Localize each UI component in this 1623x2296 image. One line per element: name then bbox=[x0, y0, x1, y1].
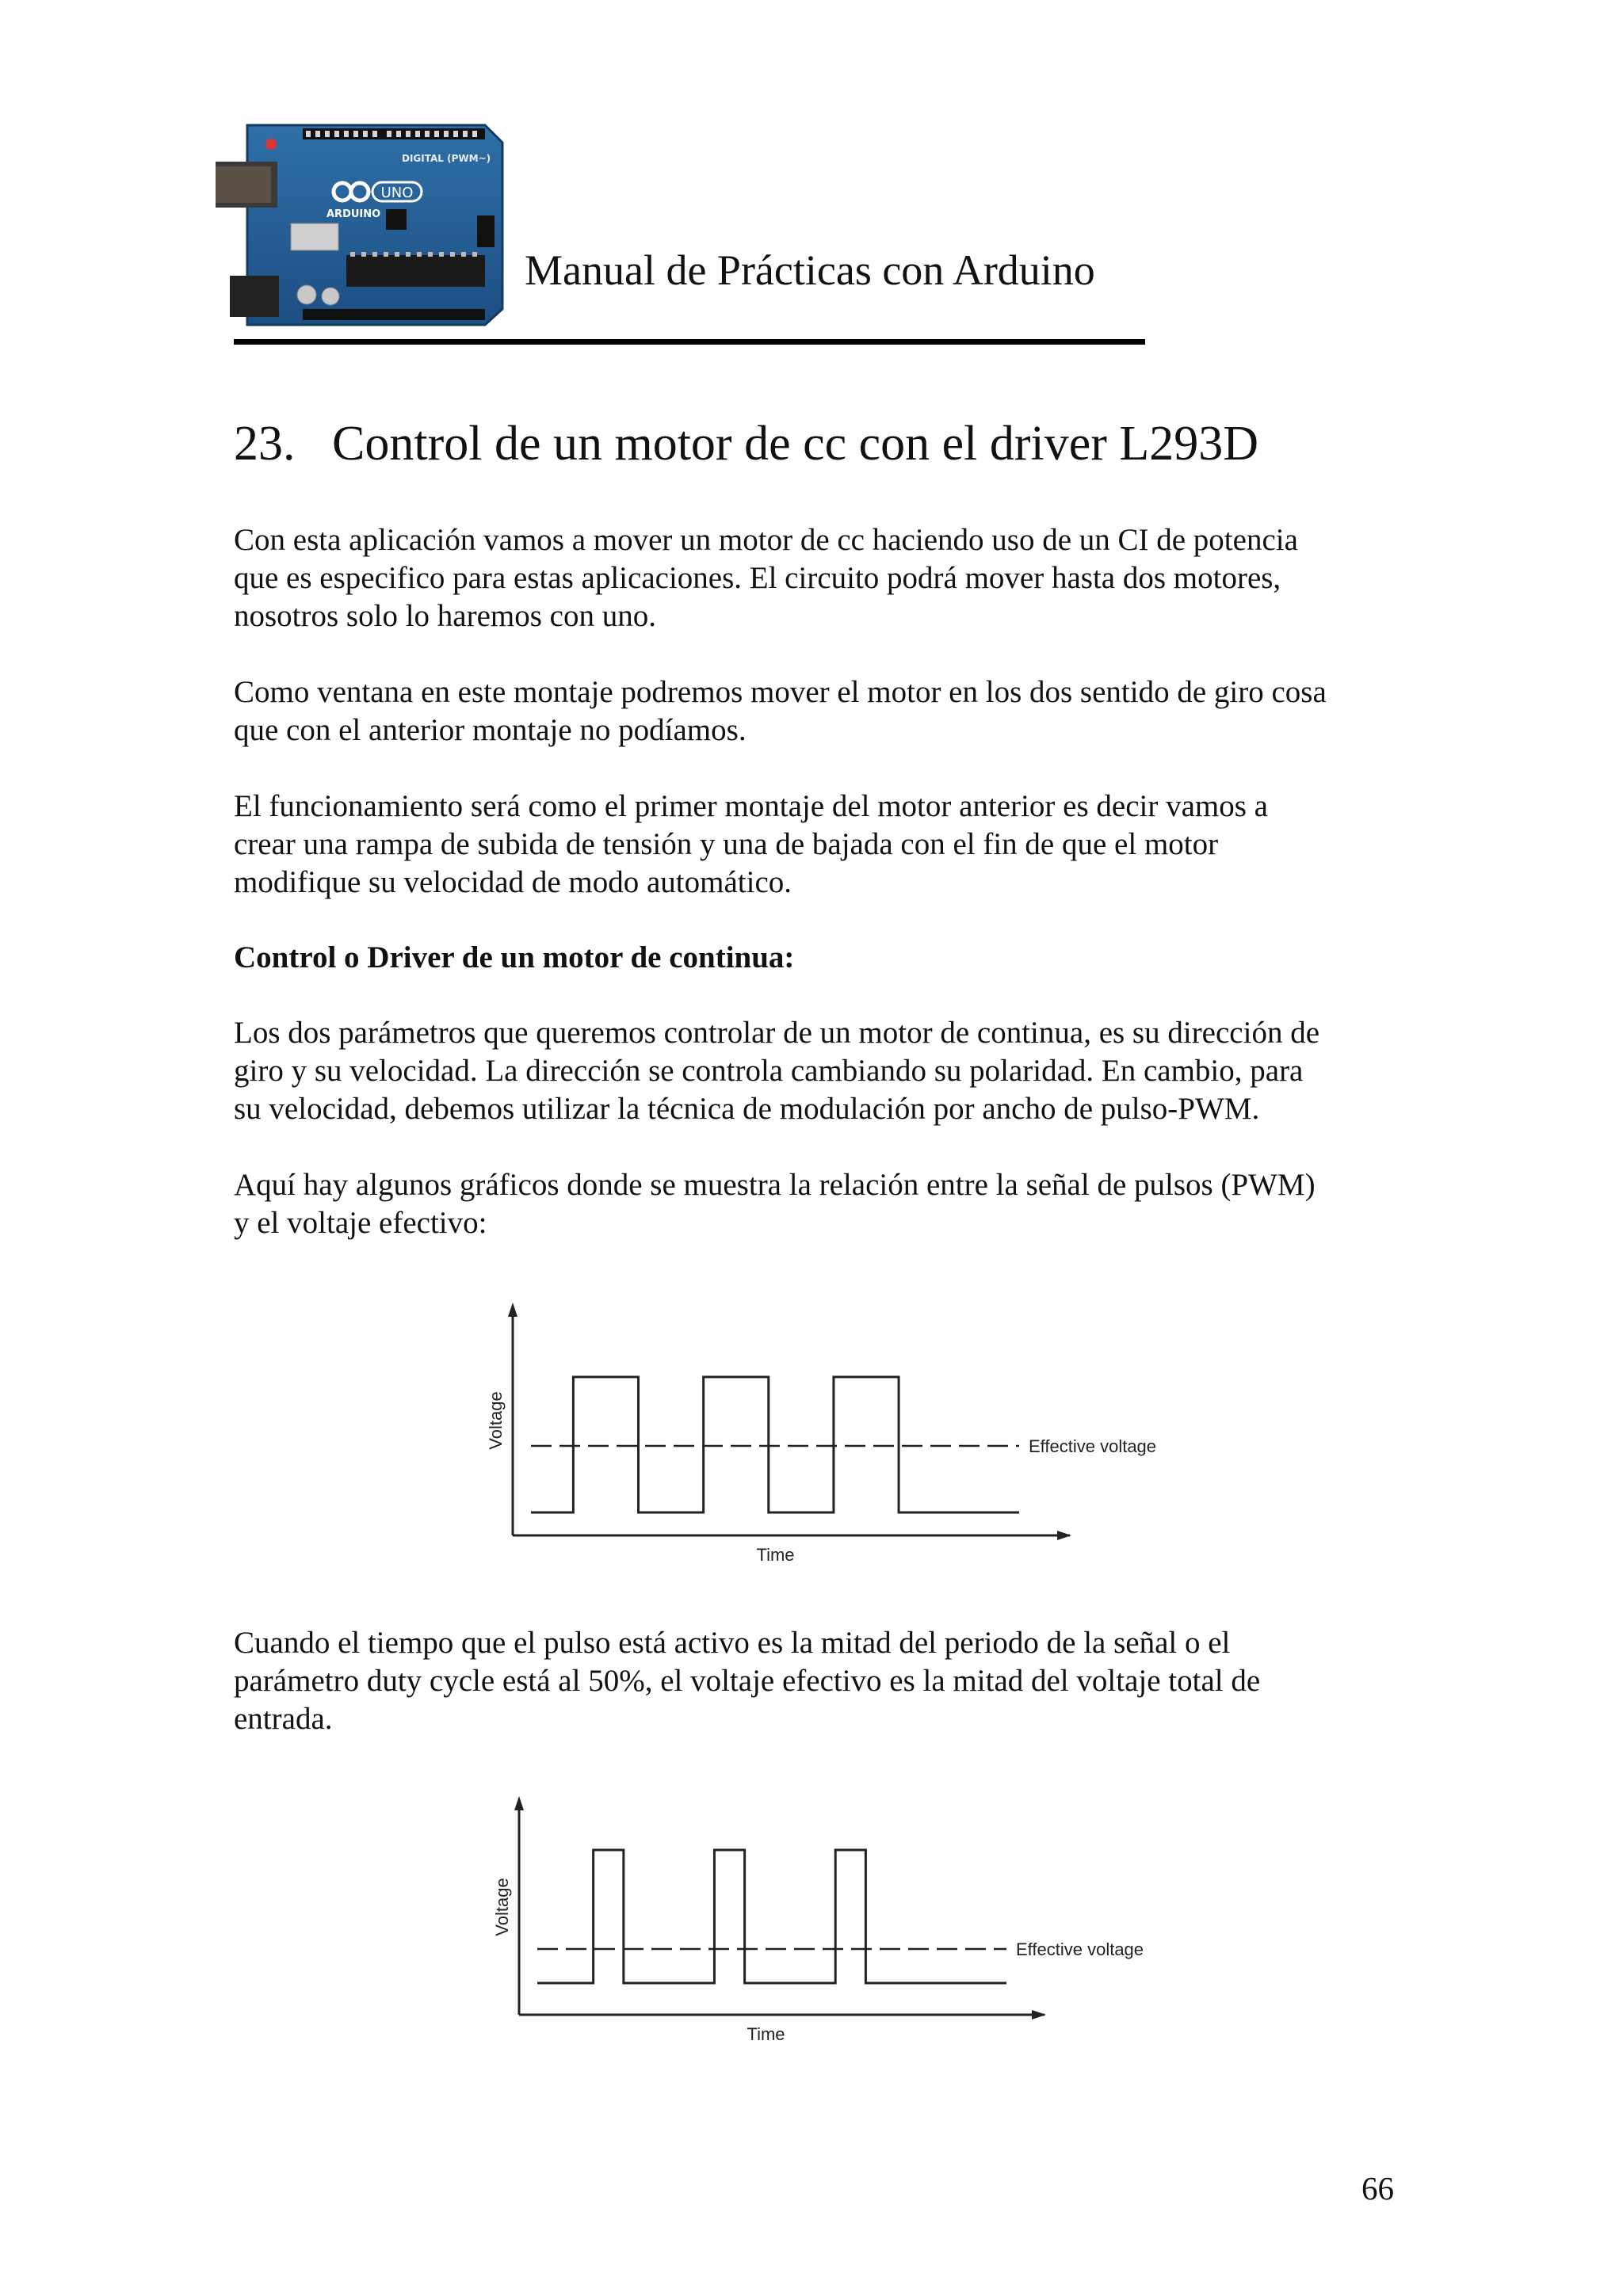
svg-text:DIGITAL (PWM~): DIGITAL (PWM~) bbox=[402, 153, 491, 164]
pwm-figure-25 bbox=[475, 1787, 1173, 2056]
pwm-signal bbox=[531, 1377, 1019, 1512]
paragraph-2: Como ventana en este montaje podremos mover el motor en los dos sentido de giro cosa que con el anterior montaje no podíamos. bbox=[234, 675, 1327, 747]
svg-text:UNO: UNO bbox=[380, 185, 414, 201]
pwm-figure-50 bbox=[475, 1291, 1173, 1569]
paragraph-5: Aquí hay algunos gráficos donde se muestra la relación entre la señal de pulsos (PWM) y el voltaje efectivo: bbox=[234, 1168, 1316, 1240]
y-axis-label: Voltage bbox=[486, 1391, 506, 1450]
section-title-text: Control de un motor de cc con el driver L293D bbox=[332, 417, 1259, 471]
section-title bbox=[234, 416, 1258, 472]
y-axis-label: Voltage bbox=[492, 1878, 512, 1936]
paragraph-3: El funcionamiento será como el primer montaje del motor anterior es decir vamos a crear una rampa de subida de tensión y una de bajada con el fin de que el motor modifique su velocidad de modo automático. bbox=[234, 789, 1268, 899]
header-rule bbox=[234, 339, 1145, 345]
x-axis-arrow bbox=[1057, 1531, 1071, 1540]
y-axis-arrow bbox=[514, 1796, 524, 1810]
arduino-uno-board-icon bbox=[216, 120, 509, 328]
subheading: Control o Driver de un motor de continua: bbox=[234, 940, 795, 974]
x-axis-arrow bbox=[1032, 2010, 1046, 2019]
header-title: Manual de Prácticas con Arduino bbox=[525, 246, 1095, 294]
y-axis-arrow bbox=[508, 1302, 517, 1317]
effective-voltage-label: Effective voltage bbox=[1029, 1436, 1157, 1456]
page-number: 66 bbox=[1361, 2170, 1394, 2206]
x-axis-label: Time bbox=[747, 2024, 785, 2044]
svg-text:ARDUINO: ARDUINO bbox=[327, 208, 381, 220]
paragraph-1: Con esta aplicación vamos a mover un motor de cc haciendo uso de un CI de potencia que es especifico para estas aplicaciones. El circuito podrá mover hasta dos motores, nosotros solo lo haremos con uno. bbox=[234, 523, 1298, 633]
pwm-signal bbox=[537, 1850, 1006, 1983]
paragraph-4: Los dos parámetros que queremos controlar de un motor de continua, es su dirección de giro y su velocidad. La dirección se controla cambiando su polaridad. En cambio, para su velocidad, debemos utilizar la técnica de modulación por ancho de pulso-PWM. bbox=[234, 1016, 1320, 1126]
x-axis-label: Time bbox=[756, 1545, 795, 1565]
paragraph-6: Cuando el tiempo que el pulso está activo es la mitad del periodo de la señal o el parámetro duty cycle está al 50%, el voltaje efectivo es la mitad del voltaje total de entrada. bbox=[234, 1626, 1261, 1736]
section-number: 23. bbox=[234, 417, 296, 471]
effective-voltage-label: Effective voltage bbox=[1016, 1939, 1144, 1959]
